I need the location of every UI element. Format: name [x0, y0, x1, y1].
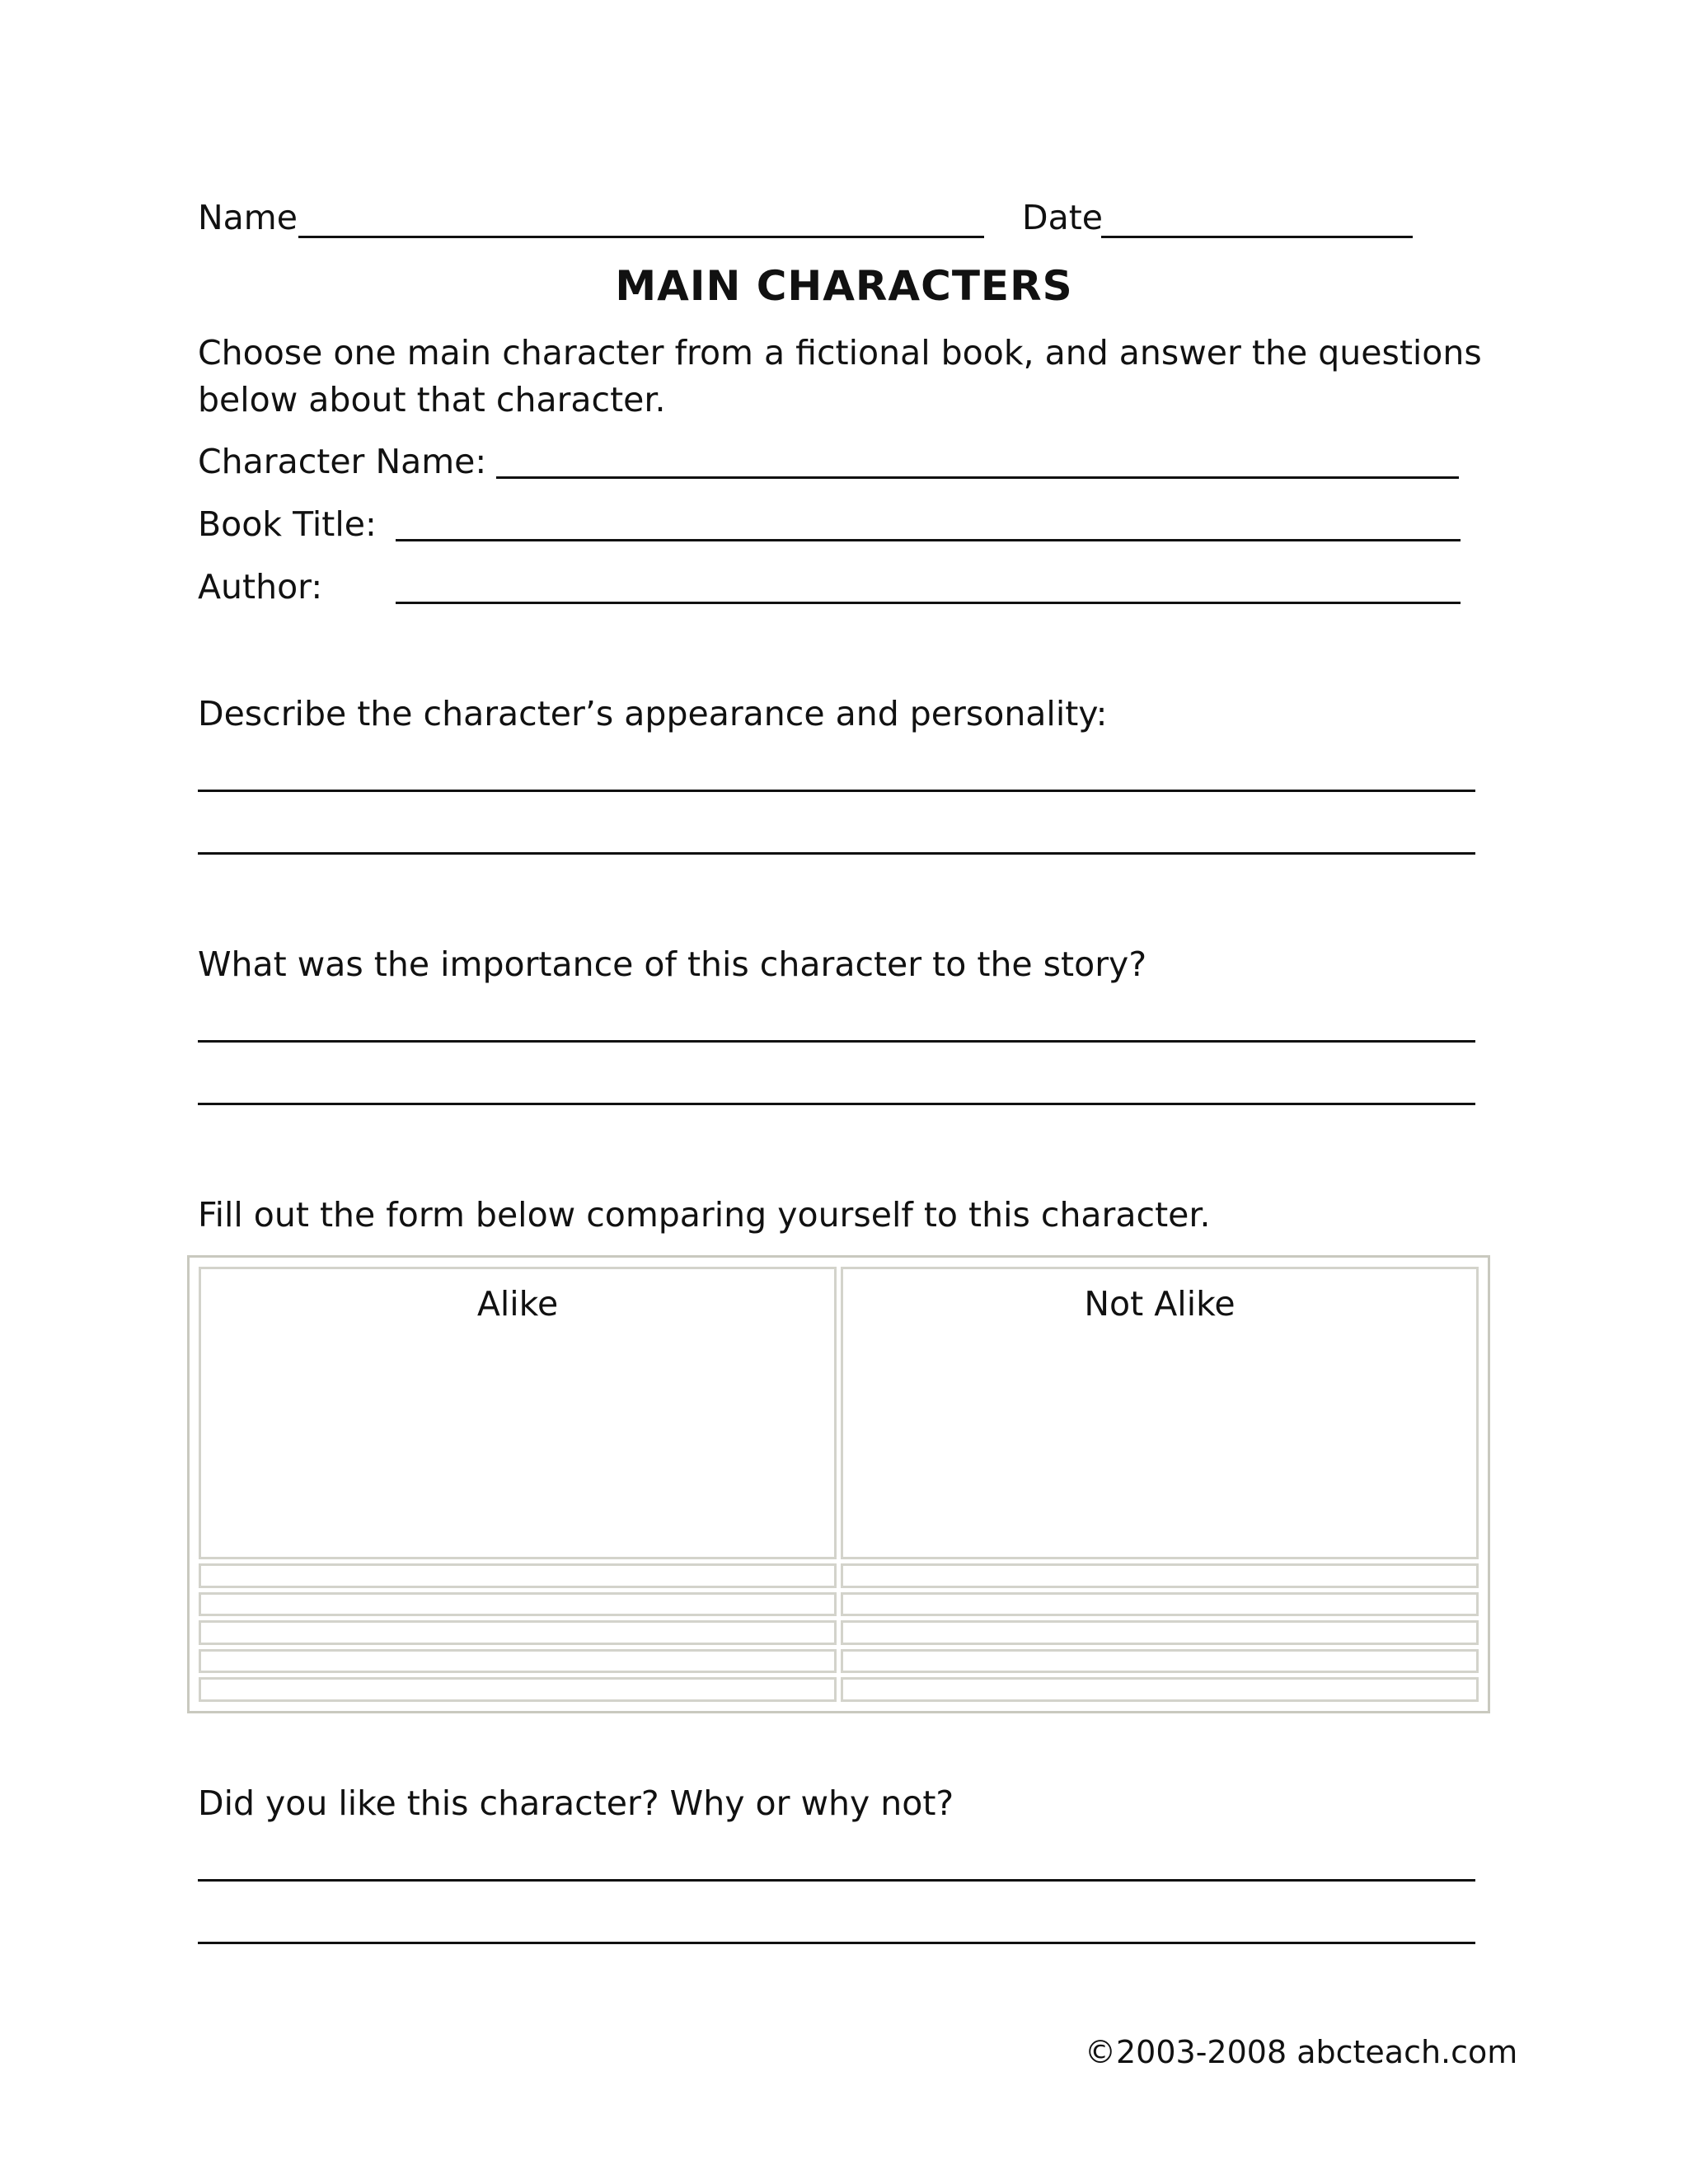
- alike-header: Alike: [199, 1267, 837, 1559]
- not-alike-cell[interactable]: [841, 1677, 1479, 1702]
- book-title-field[interactable]: [396, 539, 1461, 541]
- not-alike-cell[interactable]: [841, 1592, 1479, 1617]
- comparison-table: [187, 1255, 1490, 1713]
- date-label: Date: [1022, 198, 1103, 237]
- not-alike-cell[interactable]: [841, 1563, 1479, 1588]
- answer-line[interactable]: [198, 1103, 1475, 1105]
- answer-line[interactable]: [198, 1040, 1475, 1043]
- alike-cell[interactable]: [199, 1592, 837, 1617]
- liked-question: Did you like this character? Why or why not?: [198, 1783, 954, 1823]
- date-field[interactable]: [1101, 236, 1413, 238]
- name-field[interactable]: [298, 236, 984, 238]
- appearance-question: Describe the character’s appearance and personality:: [198, 694, 1108, 733]
- book-title-label: Book Title:: [198, 504, 377, 544]
- table-row: [199, 1592, 1479, 1617]
- answer-line[interactable]: [198, 852, 1475, 855]
- instructions: Choose one main character from a fictional book, and answer the questions below about that character.: [198, 333, 1482, 419]
- author-field[interactable]: [396, 602, 1461, 604]
- character-name-label: Character Name:: [198, 442, 487, 481]
- not-alike-header: Not Alike: [841, 1267, 1479, 1559]
- copyright-footer: ©2003-2008 abcteach.com: [1085, 2034, 1518, 2070]
- alike-cell[interactable]: [199, 1649, 837, 1674]
- not-alike-cell[interactable]: [841, 1649, 1479, 1674]
- alike-cell[interactable]: [199, 1563, 837, 1588]
- answer-line[interactable]: [198, 790, 1475, 792]
- alike-cell[interactable]: [199, 1677, 837, 1702]
- alike-cell[interactable]: [199, 1620, 837, 1645]
- answer-line[interactable]: [198, 1942, 1475, 1944]
- name-label: Name: [198, 198, 298, 237]
- table-row: [199, 1677, 1479, 1702]
- table-row: [199, 1649, 1479, 1674]
- not-alike-cell[interactable]: [841, 1620, 1479, 1645]
- table-header-row: [199, 1267, 1479, 1559]
- author-label: Author:: [198, 567, 323, 607]
- importance-question: What was the importance of this character to the story?: [198, 944, 1147, 984]
- character-name-field[interactable]: [496, 476, 1459, 479]
- compare-question: Fill out the form below comparing yourself to this character.: [198, 1195, 1211, 1235]
- table-row: [199, 1563, 1479, 1588]
- table-row: [199, 1620, 1479, 1645]
- page-title: MAIN CHARACTERS: [615, 262, 1073, 310]
- answer-line[interactable]: [198, 1879, 1475, 1882]
